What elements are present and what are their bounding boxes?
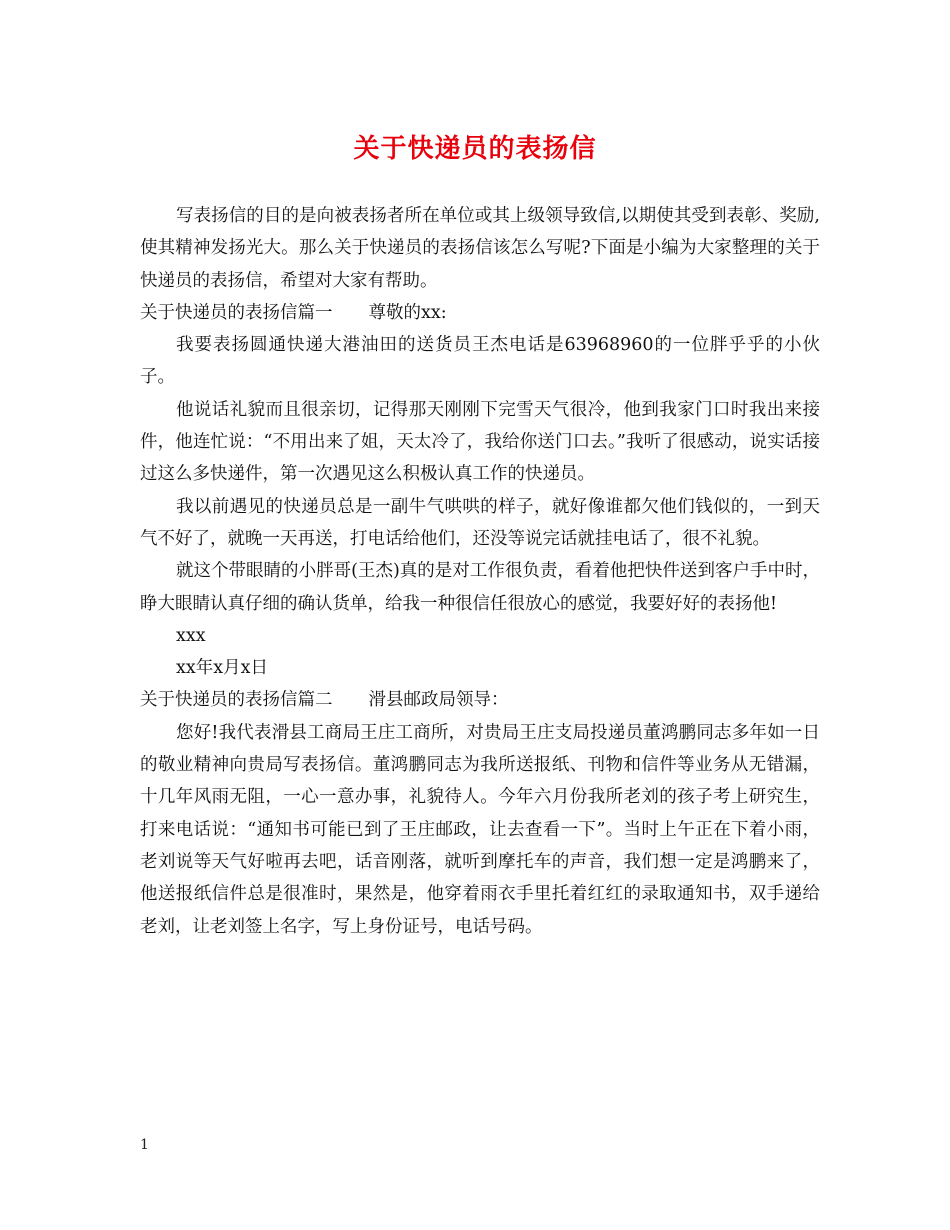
letter1-paragraph: 我以前遇见的快递员总是一副牛气哄哄的样子，就好像谁都欠他们钱似的，一到天气不好了，就晚一天再送，打电话给他们，还没等说完话就挂电话了，很不礼貌。	[140, 496, 820, 549]
letter2-heading-line	[140, 684, 820, 716]
document-body	[140, 200, 820, 943]
letter1-heading: 关于快递员的表扬信篇一	[140, 302, 333, 323]
letter1-paragraph: 我要表扬圆通快递大港油田的送货员王杰电话是63968960的一位胖乎乎的小伙子。	[140, 335, 820, 388]
letter1-paragraph: 他说话礼貌而且很亲切，记得那天刚刚下完雪天气很冷，他到我家门口时我出来接件，他连忙说：“不用出来了姐，天太冷了，我给你送门口去。”我听了很感动，说实话接过这么多快递件，第一次遇见这么积极认真工作的快递员。	[140, 399, 820, 485]
letter1-heading-line	[140, 297, 820, 329]
page-number: 1	[140, 1137, 149, 1153]
letter1-date: xx年x月x日	[176, 658, 268, 679]
letter1-paragraph: 就这个带眼睛的小胖哥(王杰)真的是对工作很负责，看着他把快件送到客户手中时，睁大眼睛认真仔细的确认货单，给我一种很信任很放心的感觉，我要好好的表扬他!	[140, 561, 820, 614]
intro-paragraph: 写表扬信的目的是向被表扬者所在单位或其上级领导致信,以期使其受到表彰、奖励,使其精神发扬光大。那么关于快递员的表扬信该怎么写呢?下面是小编为大家整理的关于快递员的表扬信，希望对大家有帮助。	[140, 206, 820, 291]
letter2-paragraph: 您好!我代表滑县工商局王庄工商所，对贵局王庄支局投递员董鸿鹏同志多年如一日的敬业精神向贵局写表扬信。董鸿鹏同志为我所送报纸、刊物和信件等业务从无错漏，十几年风雨无阻，一心一意办事，礼貌待人。今年六月份我所老刘的孩子考上研究生，打来电话说：“通知书可能已到了王庄邮政，让去查看一下”。当时上午正在下着小雨，老刘说等天气好啦再去吧，话音刚落，就听到摩托车的声音，我们想一定是鸿鹏来了，他送报纸信件总是很准时，果然是，他穿着雨衣手里托着红红的录取通知书，双手递给老刘，让老刘签上名字，写上身份证号，电话号码。	[140, 722, 820, 937]
letter2-salutation: 滑县邮政局领导：	[368, 690, 509, 711]
letter1-salutation: 尊敬的xx:	[368, 302, 447, 323]
letter1-signature: xxx	[176, 625, 206, 646]
letter2-heading: 关于快递员的表扬信篇二	[140, 690, 333, 711]
document-title: 关于快递员的表扬信	[353, 134, 597, 164]
